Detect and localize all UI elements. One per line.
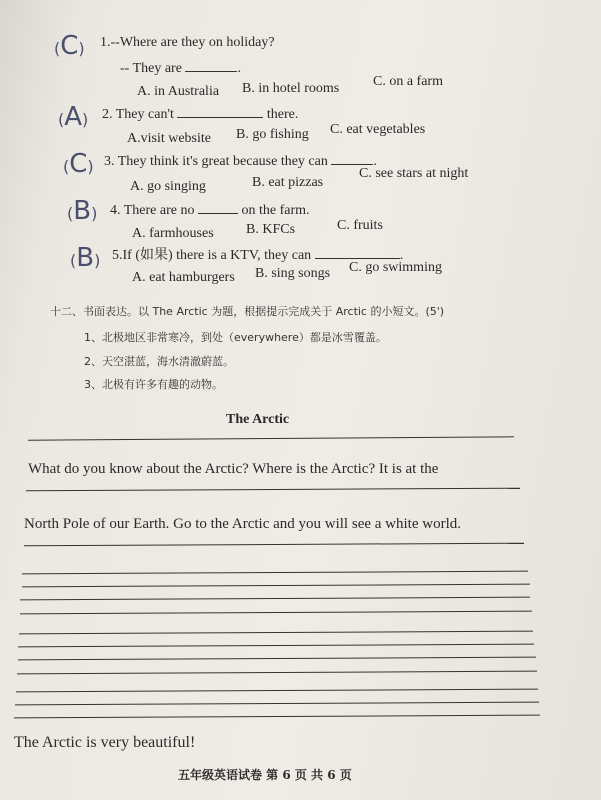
writing-line xyxy=(24,543,524,547)
section-12-hint-3: 3、北极有许多有趣的动物。 xyxy=(84,378,223,391)
q4-option-a: A. farmhouses xyxy=(132,226,214,241)
writing-line xyxy=(28,436,514,440)
essay-line-2: North Pole of our Earth. Go to the Arctic and you will see a white world. xyxy=(24,516,461,532)
essay-closing: The Arctic is very beautiful! xyxy=(14,734,196,751)
writing-line xyxy=(16,689,538,693)
writing-line xyxy=(26,488,520,492)
question-2: 2. They can't there. xyxy=(102,107,299,122)
question-5: 5.If (如果) there is a KTV, they can . xyxy=(112,248,404,263)
q5-option-c: C. go swimming xyxy=(349,260,442,275)
writing-line xyxy=(22,571,528,575)
answer-paren-q4: (B) xyxy=(67,196,98,226)
question-1: 1.--Where are they on holiday? xyxy=(100,35,275,50)
writing-line xyxy=(22,584,530,588)
writing-line xyxy=(18,644,534,648)
answer-paren-q1: (C) xyxy=(54,31,85,61)
q4-option-b: B. KFCs xyxy=(246,222,296,237)
question-1-subline: -- They are . xyxy=(120,61,241,76)
section-12-hint-1: 1、北极地区非常寒冷，到处（everywhere）都是冰雪覆盖。 xyxy=(84,331,387,344)
answer-paren-q2: (A) xyxy=(58,102,89,132)
q2-option-b: B. go fishing xyxy=(236,127,309,142)
q5-option-b: B. sing songs xyxy=(255,266,331,281)
q3-option-c: C. see stars at night xyxy=(359,166,469,181)
q1-option-a: A. in Australia xyxy=(137,84,220,99)
writing-line xyxy=(15,702,539,706)
q4-option-c: C. fruits xyxy=(337,218,383,233)
q3-option-b: B. eat pizzas xyxy=(252,175,324,190)
writing-line xyxy=(20,611,532,615)
q2-option-a: A.visit website xyxy=(127,131,211,146)
question-3: 3. They think it's great because they can . xyxy=(104,154,377,169)
writing-line xyxy=(19,631,533,635)
writing-line xyxy=(20,597,530,601)
answer-paren-q5: (B) xyxy=(70,243,101,273)
answer-paren-q3: (C) xyxy=(63,149,94,179)
q5-option-a: A. eat hamburgers xyxy=(132,270,235,285)
writing-line xyxy=(18,657,536,661)
writing-line xyxy=(14,715,540,719)
question-4: 4. There are no on the farm. xyxy=(110,203,310,218)
section-12-heading: 十二、书面表达。以 The Arctic 为题，根据提示完成关于 Arctic 的小短文。(5') xyxy=(50,305,445,318)
writing-line xyxy=(17,671,537,675)
q3-option-a: A. go singing xyxy=(130,179,206,194)
essay-line-1: What do you know about the Arctic? Where is the Arctic? It is at the xyxy=(28,461,439,477)
section-12-hint-2: 2、天空湛蓝，海水清澈蔚蓝。 xyxy=(84,355,234,368)
q1-option-c: C. on a farm xyxy=(373,74,443,89)
q1-option-b: B. in hotel rooms xyxy=(242,81,340,96)
q2-option-c: C. eat vegetables xyxy=(330,122,426,137)
page-footer: 五年级英语试卷 第 6 页 共 6 页 xyxy=(178,768,352,782)
essay-title: The Arctic xyxy=(226,412,290,427)
